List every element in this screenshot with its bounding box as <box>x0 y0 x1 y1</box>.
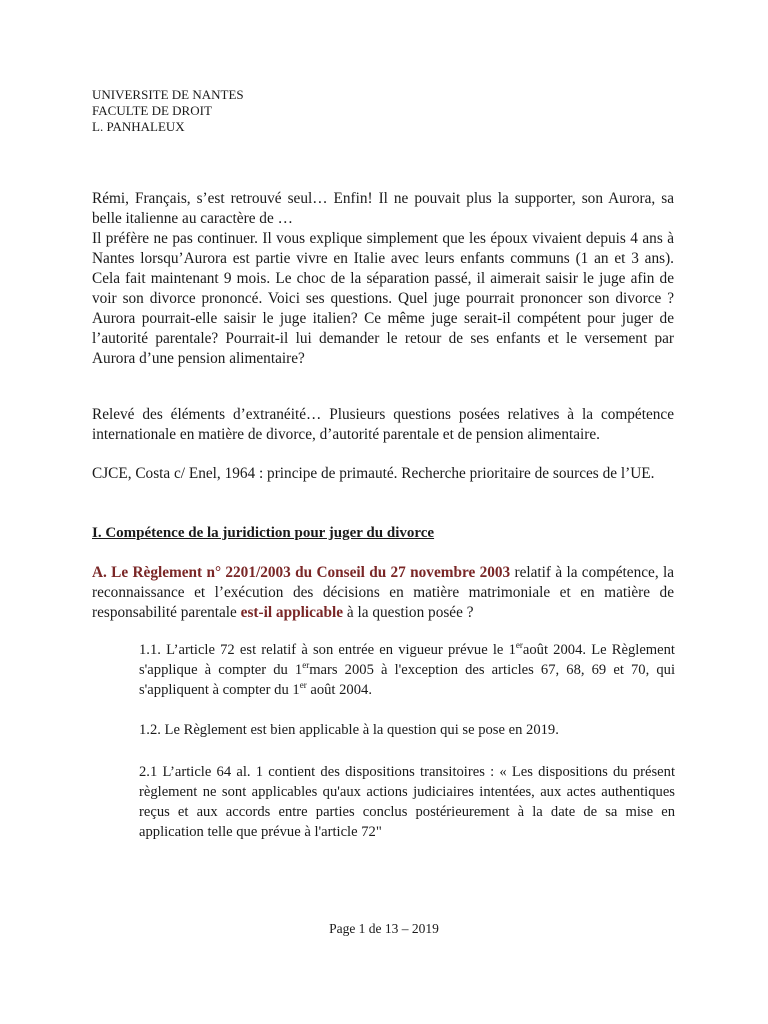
analysis-paragraph-1: Relevé des éléments d’extranéité… Plusieurs questions posées relatives à la compétence internationale en matière de divorce, d’autorité parentale et de pension alimentaire. <box>92 406 674 443</box>
item-1-1-text-a: 1.1. L’article 72 est relatif à son entrée en vigueur prévue le 1 <box>139 642 516 658</box>
item-1-1-text-c: mars 2005 à l'exception des articles 67, 68, 69 et 70, qui s'appliquent à compter du 1 <box>139 662 675 698</box>
analysis-paragraph-2: CJCE, Costa c/ Enel, 1964 : principe de primauté. Recherche prioritaire de sources de l’UE. <box>92 465 655 482</box>
university-name: UNIVERSITE DE NANTES <box>92 87 244 102</box>
item-1-1-text-b: août 2004. Le Règlement s'applique à compter du 1 <box>139 642 675 678</box>
case-statement <box>92 189 674 369</box>
regulation-title: A. Le Règlement n° 2201/2003 du Conseil du 27 novembre 2003 <box>92 564 511 581</box>
question-end: à la question posée ? <box>343 604 474 621</box>
case-paragraph-1: Rémi, Français, s’est retrouvé seul… Enfin! Il ne pouvait plus la supporter, son Aurora, sa belle italienne au caractère de … <box>92 190 674 227</box>
applicability-question: est-il applicable <box>240 604 344 621</box>
superscript: er <box>299 680 307 691</box>
superscript: er <box>515 640 523 651</box>
item-1-1 <box>139 640 675 700</box>
faculty-name: FACULTE DE DROIT <box>92 103 212 118</box>
superscript: er <box>302 660 310 671</box>
item-2-1: 2.1 L’article 64 al. 1 contient des dispositions transitoires : « Les dispositions du présent règlement ne sont applicables qu'aux actions judiciaires intentées, aux actes authentiques reçus et aux accords entre parties conclus postérieurement à la date de sa mise en application telle que prévue à l'article 72" <box>139 764 675 840</box>
page-footer: Page 1 de 13 – 2019 <box>329 921 439 936</box>
document-header <box>92 87 244 135</box>
subsection-a <box>92 563 674 623</box>
item-1-2: 1.2. Le Règlement est bien applicable à la question qui se pose en 2019. <box>139 722 559 738</box>
regulation-description: relatif à la compétence, la reconnaissance et l’exécution des décisions en matière matrimoniale et en matière de responsabilité parentale <box>92 564 675 621</box>
section-title: I. Compétence de la juridiction pour juger du divorce <box>92 525 435 541</box>
item-1-1-text-d: août 2004. <box>306 682 372 698</box>
case-paragraph-2: Il préfère ne pas continuer. Il vous explique simplement que les époux vivaient depuis 4 ans à Nantes lorsqu’Aurora est partie vivre en Italie avec leurs enfants communs (1 an et 3 ans). Cela fait maintenant 9 mois. Le choc de la séparation passé, il aimerait saisir le juge afin de voir son divorce prononcé. Voici ses questions. Quel juge pourrait prononcer son divorce ? Aurora pourrait-elle saisir le juge italien? Ce même juge serait-il compétent pour juger de l’autorité parentale? Pourrait-il lui demander le retour de ses enfants et le versement par Aurora d’une pension alimentaire? <box>92 230 674 367</box>
author-name: L. PANHALEUX <box>92 119 185 134</box>
